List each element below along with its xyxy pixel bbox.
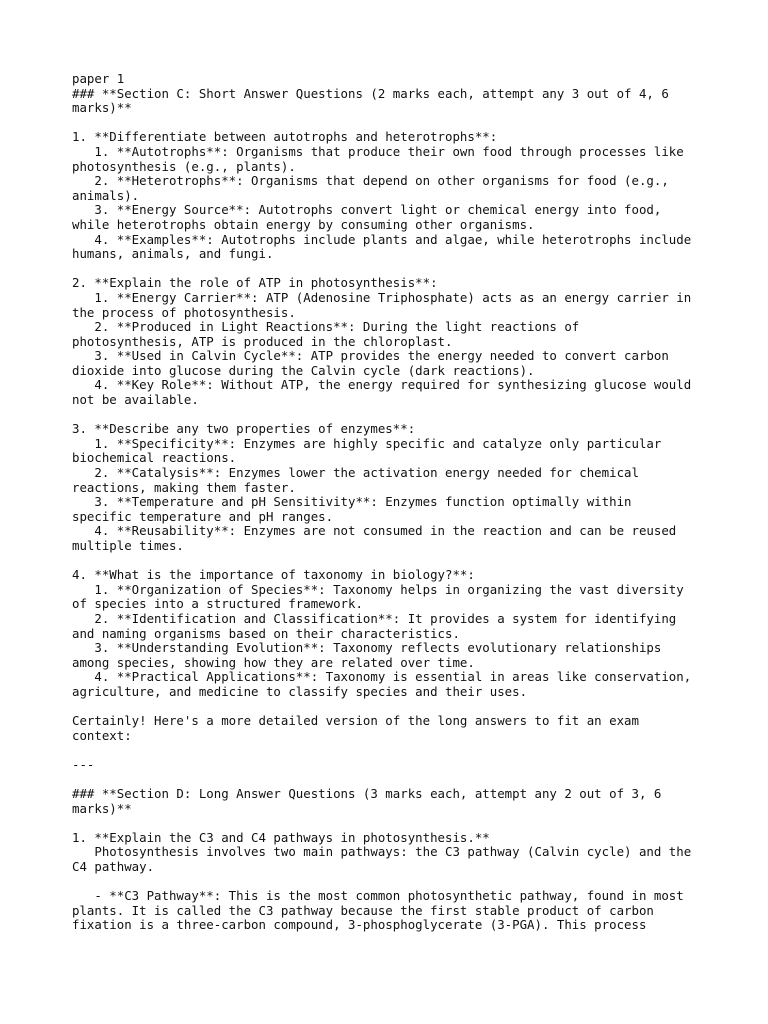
text-line: 4. **Key Role**: Without ATP, the energy required for synthesizing glucose would: [72, 377, 692, 393]
text-line: plants. It is called the C3 pathway because the first stable product of carbon: [72, 902, 654, 918]
text-line: fixation is a three-carbon compound, 3-phosphoglycerate (3-PGA). This process: [72, 917, 647, 933]
text-line: 2. **Heterotrophs**: Organisms that depend on other organisms for food (e.g.,: [72, 173, 669, 189]
text-line: ### **Section C: Short Answer Questions (2 marks each, attempt any 3 out of 4, 6: [72, 85, 669, 101]
text-line: Certainly! Here's a more detailed version of the long answers to fit an exam: [72, 713, 639, 729]
text-line: of species into a structured framework.: [72, 596, 363, 612]
text-line: ---: [72, 756, 95, 772]
document-page: [72, 72, 712, 933]
text-line: 4. **Practical Applications**: Taxonomy is essential in areas like conservation,: [72, 669, 692, 685]
text-line: marks)**: [72, 100, 132, 116]
text-line: 4. **Examples**: Autotrophs include plants and algae, while heterotrophs include: [72, 231, 692, 247]
text-line: reactions, making them faster.: [72, 479, 296, 495]
text-line: 2. **Identification and Classification**: It provides a system for identifying: [72, 610, 677, 626]
text-line: multiple times.: [72, 538, 184, 553]
text-line: 3. **Temperature and pH Sensitivity**: Enzymes function optimally within: [72, 494, 632, 510]
text-line: 1. **Energy Carrier**: ATP (Adenosine Triphosphate) acts as an energy carrier in: [72, 289, 692, 305]
text-line: 3. **Describe any two properties of enzymes**:: [72, 421, 416, 437]
text-line: while heterotrophs obtain energy by consuming other organisms.: [72, 216, 535, 232]
text-line: 1. **Differentiate between autotrophs and heterotrophs**:: [72, 129, 498, 145]
text-line: agriculture, and medicine to classify species and their uses.: [72, 683, 528, 699]
document-text: [72, 72, 712, 933]
text-line: biochemical reactions.: [72, 450, 237, 466]
text-line: 2. **Catalysis**: Enzymes lower the activation energy needed for chemical: [72, 465, 639, 481]
text-line: 3. **Energy Source**: Autotrophs convert light or chemical energy into food,: [72, 202, 662, 218]
text-line: specific temperature and pH ranges.: [72, 508, 334, 524]
text-line: 1. **Explain the C3 and C4 pathways in photosynthesis.**: [72, 829, 490, 845]
text-line: among species, showing how they are related over time.: [72, 654, 475, 670]
text-line: ### **Section D: Long Answer Questions (3 marks each, attempt any 2 out of 3, 6: [72, 786, 662, 802]
text-line: 1. **Organization of Species**: Taxonomy helps in organizing the vast diversity: [72, 581, 684, 597]
text-line: photosynthesis, ATP is produced in the chloroplast.: [72, 333, 453, 349]
text-line: the process of photosynthesis.: [72, 304, 296, 320]
text-line: and naming organisms based on their characteristics.: [72, 625, 460, 641]
text-line: 3. **Understanding Evolution**: Taxonomy reflects evolutionary relationships: [72, 640, 662, 656]
text-line: 1. **Autotrophs**: Organisms that produce their own food through processes like: [72, 143, 684, 159]
text-line: humans, animals, and fungi.: [72, 246, 274, 262]
text-line: marks)**: [72, 800, 132, 816]
text-line: 2. **Explain the role of ATP in photosynthesis**:: [72, 275, 438, 291]
text-line: not be available.: [72, 392, 199, 408]
text-line: photosynthesis (e.g., plants).: [72, 158, 296, 174]
text-line: context:: [72, 727, 132, 743]
text-line: 1. **Specificity**: Enzymes are highly specific and catalyze only particular: [72, 435, 662, 451]
text-line: paper 1: [72, 71, 125, 86]
text-line: 2. **Produced in Light Reactions**: During the light reactions of: [72, 319, 580, 335]
text-line: 3. **Used in Calvin Cycle**: ATP provides the energy needed to convert carbon: [72, 348, 669, 364]
text-line: dioxide into glucose during the Calvin cycle (dark reactions).: [72, 362, 535, 378]
text-line: - **C3 Pathway**: This is the most common photosynthetic pathway, found in most: [72, 888, 684, 904]
text-line: 4. **Reusability**: Enzymes are not consumed in the reaction and can be reused: [72, 523, 677, 539]
text-line: Photosynthesis involves two main pathways: the C3 pathway (Calvin cycle) and the: [72, 844, 692, 860]
text-line: 4. **What is the importance of taxonomy in biology?**:: [72, 567, 475, 583]
text-line: animals).: [72, 187, 140, 203]
text-line: C4 pathway.: [72, 859, 155, 875]
